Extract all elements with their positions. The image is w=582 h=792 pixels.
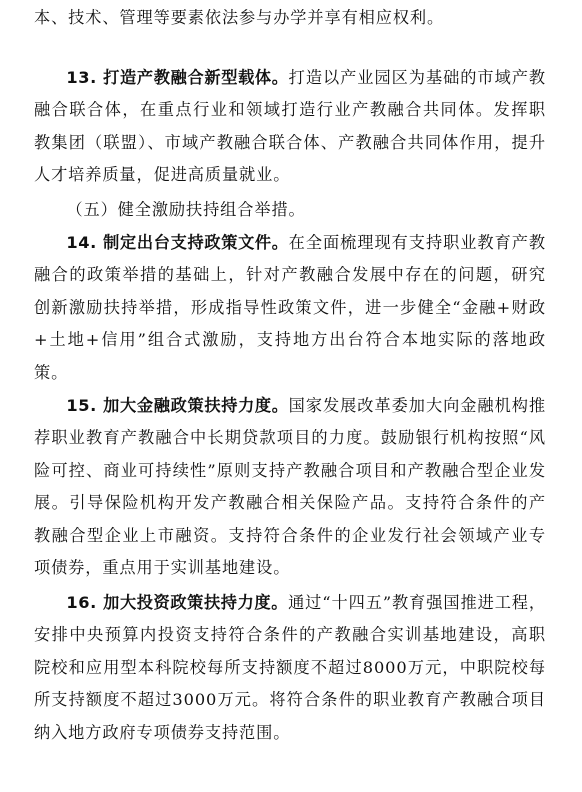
item-heading: 16. 加大投资政策扶持力度。 [66,593,289,612]
paragraph-item-15 [34,390,546,584]
paragraph-item-16 [34,587,546,749]
paragraph-item-14 [34,227,546,389]
paragraph-item-13 [34,62,546,192]
item-body: 国家发展改革委加大向金融机构推荐职业教育产教融合中长期贷款项目的力度。鼓励银行机构按照“风险可控、商业可持续性”原则支持产教融合项目和产教融合型企业发展。引导保险机构开发产教融合相关保险产品。支持符合条件的产教融合型企业上市融资。支持符合条件的企业发行社会领域产业专项债券，重点用于实训基地建设。 [34,396,547,578]
item-body: 通过“十四五”教育强国推进工程，安排中央预算内投资支持符合条件的产教融合实训基地建设，高职院校和应用型本科院校每所支持额度不超过8000万元，中职院校每所支持额度不超过3000万元。将符合条件的职业教育产教融合项目纳入地方政府专项债券支持范围。 [34,593,547,742]
item-heading: 14. 制定出台支持政策文件。 [66,233,289,252]
item-heading: 15. 加大金融政策扶持力度。 [66,396,289,415]
section-heading-5 [34,194,546,226]
paragraph-text: 本、技术、管理等要素依法参与办学并享有相应权利。 [34,8,445,27]
section-heading-text: （五）健全激励扶持组合举措。 [66,200,306,219]
item-body: 打造以产业园区为基础的市域产教融合联合体，在重点行业和领域打造行业产教融合共同体。发挥职教集团（联盟）、市域产教融合联合体、产教融合共同体作用，提升人才培养质量，促进高质量就业。 [34,68,547,185]
paragraph-continuation [34,2,546,34]
item-heading: 13. 打造产教融合新型载体。 [66,68,289,87]
item-body: 在全面梳理现有支持职业教育产教融合的政策举措的基础上，针对产教融合发展中存在的问题，研究创新激励扶持举措，形成指导性政策文件，进一步健全“金融+财政+土地+信用”组合式激励，支持地方出台符合本地实际的落地政策。 [34,233,547,382]
